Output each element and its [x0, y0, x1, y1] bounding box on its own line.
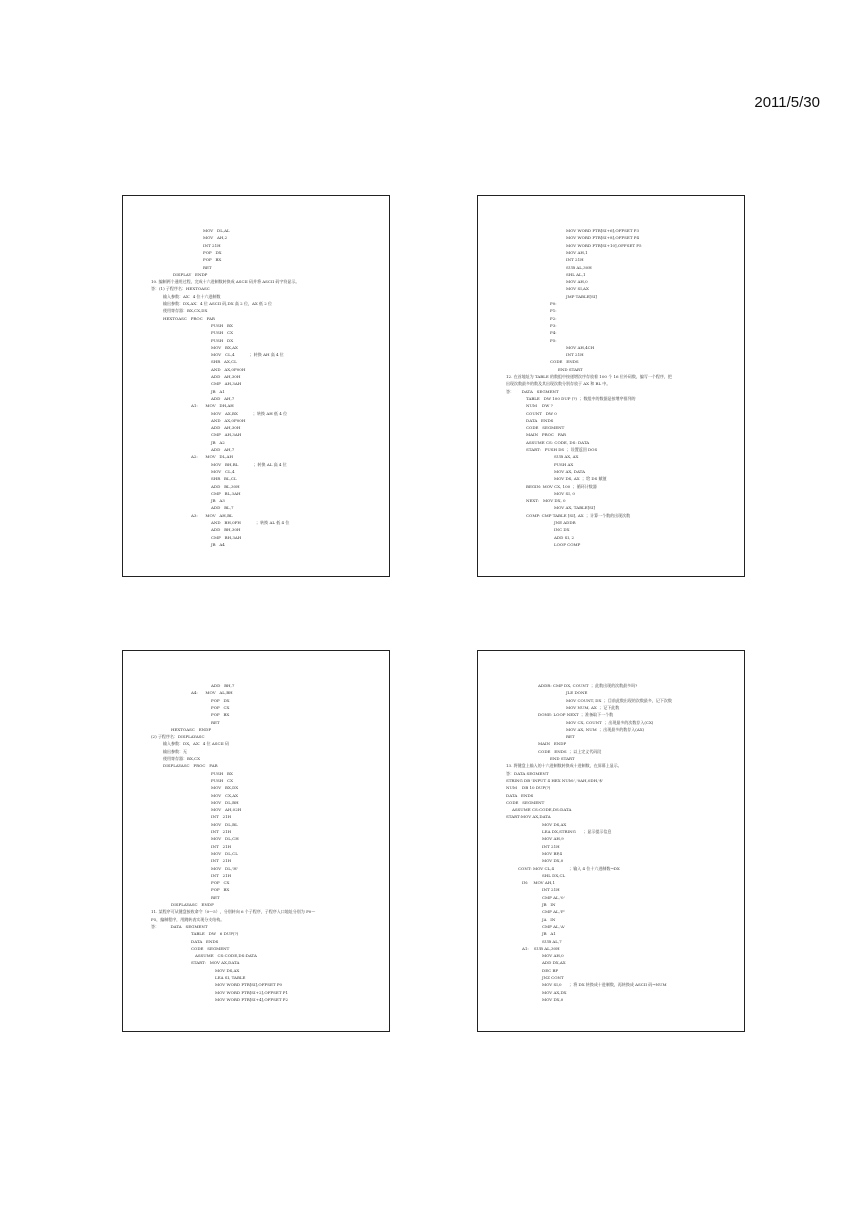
code-line: RET	[566, 734, 575, 740]
code-line: DISPLAYASC PROC FAR	[163, 763, 218, 769]
code-line: AND BH,0FH ；转换 AL 低 4 位	[211, 520, 290, 525]
code-line: 输入参数：AX：4 位十六进制数	[163, 293, 221, 299]
code-line: CODE SEGMENT	[506, 799, 545, 805]
code-line: POP DX	[211, 697, 230, 703]
code-line: MOV DX,0	[542, 858, 564, 864]
code-line: INT 21H	[542, 843, 560, 849]
code-line: INT 21H	[211, 829, 232, 834]
code-line: P3:	[550, 322, 557, 328]
code-line: DATA ENDS	[526, 417, 554, 423]
code-line: PUSH BX	[211, 770, 233, 776]
code-line: INT 21H	[211, 843, 232, 849]
code-line: MOV BX,DX	[211, 785, 239, 791]
code-line: 13. 将键盘上输入的十六进制数转换成十进制数，在屏幕上显示。	[506, 763, 622, 769]
code-line: END START	[550, 756, 575, 761]
code-line: JB IN	[542, 902, 556, 907]
code-line: P4:	[550, 330, 557, 336]
code-line: ADDR: CMP DX, COUNT ；此数出现的次数最多吗?	[538, 683, 638, 688]
code-line: AND AX,0F00H	[211, 417, 246, 423]
code-line: ASSUME CS:CODE,DS:DATA	[195, 953, 257, 959]
code-line: SUB AL,30H	[566, 264, 592, 270]
slide-thumbnail-2	[477, 195, 745, 577]
code-line: MOV CL,4 ；转换 AH 高 4 位	[211, 352, 284, 358]
code-line: MOV DL,AL	[203, 228, 230, 233]
code-line: POP BX	[211, 887, 230, 893]
code-line: MOV DS,AX	[215, 967, 240, 973]
code-line: MOV CX, COUNT ；出现最多的次数存入(CX)	[566, 719, 654, 725]
code-line: INT 21H	[211, 858, 232, 864]
code-line: COMP: CMP TABLE [SI], AX ；计算一个数的出现次数	[526, 512, 631, 518]
code-line: START:MOV AX,DATA	[506, 814, 551, 820]
code-line: ADD BH,7	[211, 683, 235, 688]
code-line: LEA SI, TABLE	[215, 975, 246, 980]
code-line: ADD BL,30H	[211, 483, 240, 489]
code-line: DONE: LOOP NEXT ；准备取下一个数	[538, 712, 614, 718]
code-line: MOV AX, NUM ；出现最多的数存入(AX)	[566, 726, 645, 732]
code-line: 11. 某程序可从键盘接收命令（0～5），分别转向 6 个子程序，子程序入口地址分别为 P0～	[151, 909, 316, 915]
code-line: INC DX	[554, 527, 570, 533]
code-line: JB A2	[211, 439, 225, 445]
code-line: MOV WORD PTR[SI+8],OFFSET P4	[566, 235, 639, 241]
code-line: SUB AX, AX	[554, 454, 579, 460]
code-line: MOV SI,AX	[566, 286, 589, 292]
code-line: (2) 子程序名：DISPLAYASC	[151, 734, 205, 740]
code-line: INT 21H	[211, 872, 232, 878]
code-line: END START	[558, 366, 583, 372]
code-line: ADD AH,7	[211, 395, 235, 401]
code-line: PUSH DX	[211, 337, 234, 343]
code-line: A1: SUB AL,30H	[522, 945, 560, 951]
code-line: JB A3	[211, 498, 225, 504]
slide-code-2	[478, 196, 744, 576]
code-line: INT 21H	[211, 814, 232, 820]
code-line: JB A1	[542, 931, 556, 937]
code-line: CODE SEGMENT	[526, 425, 565, 431]
code-line: TABLE DW 100 DUP (?) ；数组中的数据是按增序排列的	[526, 395, 636, 401]
code-line: LOOP COMP	[554, 541, 581, 547]
code-line: MOV DL,CL	[211, 850, 238, 856]
code-line: MOV WORD PTR[SI+4],OFFSET P2	[215, 996, 288, 1002]
code-line: INT 21H	[566, 257, 584, 263]
code-line: JB A1	[211, 388, 225, 394]
code-line: MOV WORD PTR[SI+2],OFFSET P1	[215, 989, 288, 995]
code-line: INT 21H	[203, 242, 221, 248]
code-line: PUSH AX	[554, 461, 574, 467]
code-line: START: MOV AX,DATA	[191, 960, 240, 966]
code-line: MOV NUM, AX ；记下此数	[566, 704, 620, 710]
code-line: START: PUSH DS ；设置返回 DOS	[526, 447, 598, 452]
code-line: MOV AX,DX	[542, 989, 567, 995]
code-line: JMP TABLE[SI]	[566, 293, 597, 299]
code-line: MAIN ENDP	[538, 741, 567, 747]
code-line: A1: MOV DH,AH	[191, 403, 234, 409]
code-line: POP BX	[211, 712, 230, 718]
code-line: CONT: MOV CL,4 ；输入 4 位十六进制数→DX	[518, 865, 620, 871]
slide-thumbnail-3	[122, 650, 390, 1032]
code-line: NUM DB 10 DUP(?)	[506, 785, 551, 791]
code-line: MOV CX,AX	[211, 792, 238, 798]
code-line: MOV AX, TABLE[SI]	[554, 505, 596, 511]
code-line: ADD AH,7	[211, 447, 235, 452]
code-line: SHL AL,1	[566, 271, 586, 277]
code-line: 12. 在首地址为 TABLE 的数组中按递增次序存放着 100 个 16 位补码数，编写一个程序，把	[506, 374, 672, 379]
code-line: MOV CL,4	[211, 468, 235, 474]
code-line: JLE DONE	[566, 690, 588, 696]
code-line: P5，编制程序，用跳转表实现分支结构。	[151, 916, 225, 922]
code-line: CMP AH,3AH	[211, 381, 242, 387]
code-line: MOV BP,4	[542, 850, 563, 856]
code-line: CMP BH,3AH	[211, 534, 242, 540]
code-line: P0:	[550, 301, 557, 306]
slide-thumbnail-4	[477, 650, 745, 1032]
code-line: P2:	[550, 315, 557, 321]
code-line: MOV WORD PTR[SI+6],OFFSET P3	[566, 228, 639, 233]
code-line: RET	[211, 894, 220, 900]
code-line: ADD BH,30H	[211, 527, 241, 533]
code-line: CODE ENDS	[550, 359, 579, 365]
code-line: INT 21H	[566, 352, 584, 358]
code-line: 10. 编制两个通用过程，完成十六进制数转换成 ASCII 码并将 ASCII 码字符显示。	[151, 279, 300, 285]
code-line: 答： DATA SEGMENT	[151, 923, 208, 929]
code-line: SHL DX,CL	[542, 872, 566, 878]
code-line: LEA DX,STRING ；显示提示信息	[542, 829, 612, 834]
code-line: HEXTOASC PROC FAR	[163, 315, 215, 321]
code-line: DEC BP	[542, 967, 559, 973]
code-line: MOV AX,BX ；转换 AH 低 4 位	[211, 410, 288, 416]
code-line: PUSH CX	[211, 330, 233, 336]
page-date: 2011/5/30	[754, 94, 820, 111]
slide-thumbnail-1	[122, 195, 390, 577]
code-line: IN: MOV AH,1	[522, 880, 556, 886]
code-line: MOV DL,BL	[211, 821, 238, 827]
code-line: PUSH CX	[211, 777, 233, 783]
code-line: MOV AH,9	[542, 836, 564, 842]
code-line: MOV WORD PTR[SI+10],OFFSET P5	[566, 242, 642, 248]
code-line: ASSUME CS: CODE, DS: DATA	[526, 439, 590, 445]
code-line: CODE SEGMENT	[191, 945, 230, 951]
code-line: MOV AH,2	[203, 235, 228, 241]
code-line: JB A4	[211, 541, 225, 547]
code-line: STRING DB 'INPUT 4 HEX NUM:','0AH,0DH,'$'	[506, 777, 604, 783]
code-line: CMP AH,3AH	[211, 432, 242, 438]
code-line: JNE ADDR	[554, 520, 576, 525]
code-line: MOV DS, AX ；给 DS 赋值	[554, 476, 607, 482]
code-line: JA IN	[542, 916, 556, 922]
code-line: DATA ENDS	[191, 938, 219, 944]
code-line: 使用寄存器：BX,CX	[163, 756, 200, 761]
code-line: RET	[211, 719, 220, 725]
code-line: 答： DATA SEGMENT	[506, 388, 559, 394]
code-line: ADD SI, 2	[554, 534, 574, 540]
code-line: SHR AX,CL	[211, 359, 237, 365]
code-line: ADD AH,30H	[211, 374, 241, 379]
code-line: BEGIN: MOV CX, 100 ；循环计数器	[526, 483, 597, 489]
code-line: CMP AL,'A'	[542, 923, 566, 929]
code-line: CMP BL,3AH	[211, 490, 241, 496]
code-line: P5:	[550, 337, 557, 343]
code-line: HEXTOASC ENDP	[171, 726, 212, 732]
code-line: CODE ENDS ；以上定义代码段	[538, 748, 602, 754]
code-line: POP DX	[203, 249, 222, 255]
code-line: 答：DATA SEGMENT	[506, 770, 549, 776]
code-line: TABLE DW 6 DUP(?)	[191, 931, 239, 937]
code-line: MOV AX, DATA	[554, 468, 585, 474]
code-line: 输入参数：DX，AX：4 位 ASCII 码	[163, 741, 229, 747]
code-line: MOV AH,0	[542, 953, 564, 959]
code-line: 使用寄存器：BX,CX,DX	[163, 308, 208, 314]
code-line: POP CX	[211, 880, 230, 886]
code-line: 答：(1) 子程序名：HEXTOASC	[151, 286, 210, 292]
code-line: A2: MOV DL,AH	[191, 454, 233, 460]
code-line: SUB AL,7	[542, 938, 562, 944]
code-line: ASSUME CS:CODE,DS:DATA	[512, 807, 572, 813]
slide-code-1	[123, 196, 389, 576]
code-line: CMP AL,'0'	[542, 894, 565, 900]
code-line: MAIN PROC FAR	[526, 432, 567, 438]
code-line: A4: MOV AL,BH	[191, 690, 233, 696]
code-line: MOV BH,BL ；转换 AL 高 4 位	[211, 461, 287, 467]
code-line: 输出参数：无	[163, 748, 187, 754]
code-line: DISPLAYASC ENDP	[171, 902, 214, 907]
code-line: MOV AH,02H	[211, 807, 242, 813]
code-line: MOV BX,AX	[211, 344, 238, 350]
code-line: NEXT: MOV DX, 0	[526, 498, 566, 504]
code-line: MOV DX,0	[542, 996, 564, 1002]
code-line: ADD AH,30H	[211, 425, 241, 431]
slide-code-3	[123, 651, 389, 1031]
code-line: CMP AL,'F'	[542, 909, 565, 915]
code-line: RET	[203, 264, 212, 270]
code-line: MOV AH,1	[566, 249, 588, 255]
code-line: JNZ CONT	[542, 975, 564, 980]
code-line: MOV WORD PTR[SI],OFFSET P0	[215, 982, 283, 988]
code-line: MOV COUNT, DX ；目前此数出现的次数最多，记下次数	[566, 697, 672, 703]
code-line: MOV DL,BH	[211, 799, 239, 805]
code-line: NUM DW ?	[526, 403, 553, 409]
code-line: A3: MOV AH,BL	[191, 512, 233, 518]
code-line: AND AX,0F00H	[211, 366, 246, 372]
code-line: POP BX	[203, 257, 222, 263]
code-line: 输出参数：DX,AX：4 位 ASCII 码,DX 高 2 位，AX 低 2 位	[163, 301, 273, 306]
code-line: P1:	[550, 308, 557, 314]
code-line: MOV DS,AX	[542, 821, 567, 827]
code-line: MOV DL,CH	[211, 836, 239, 842]
code-line: MOV SI,0 ；将 DX 转换成十进制数，再转换成 ASCII 码→NUM	[542, 982, 667, 988]
slide-code-4	[478, 651, 744, 1031]
code-line: POP CX	[211, 704, 230, 710]
code-line: DATA ENDS	[506, 792, 534, 798]
code-line: DISPLAY ENDP	[173, 271, 208, 277]
code-line: PUSH BX	[211, 322, 233, 328]
code-line: ADD DX,AX	[542, 960, 566, 966]
code-line: SHR BL,CL	[211, 476, 237, 482]
code-line: MOV AH,0	[566, 279, 588, 285]
code-line: MOV DL,'H'	[211, 865, 238, 871]
code-line: COUNT DW 0	[526, 410, 557, 416]
code-line: INT 21H	[542, 887, 560, 893]
code-line: ADD BL,7	[211, 505, 234, 511]
code-line: MOV AH,4CH	[566, 344, 595, 350]
code-line: MOV SI, 0	[554, 490, 575, 496]
code-line: 出现次数最多的数及其出现次数分别存放于 AX 和 BL 中。	[506, 381, 611, 387]
